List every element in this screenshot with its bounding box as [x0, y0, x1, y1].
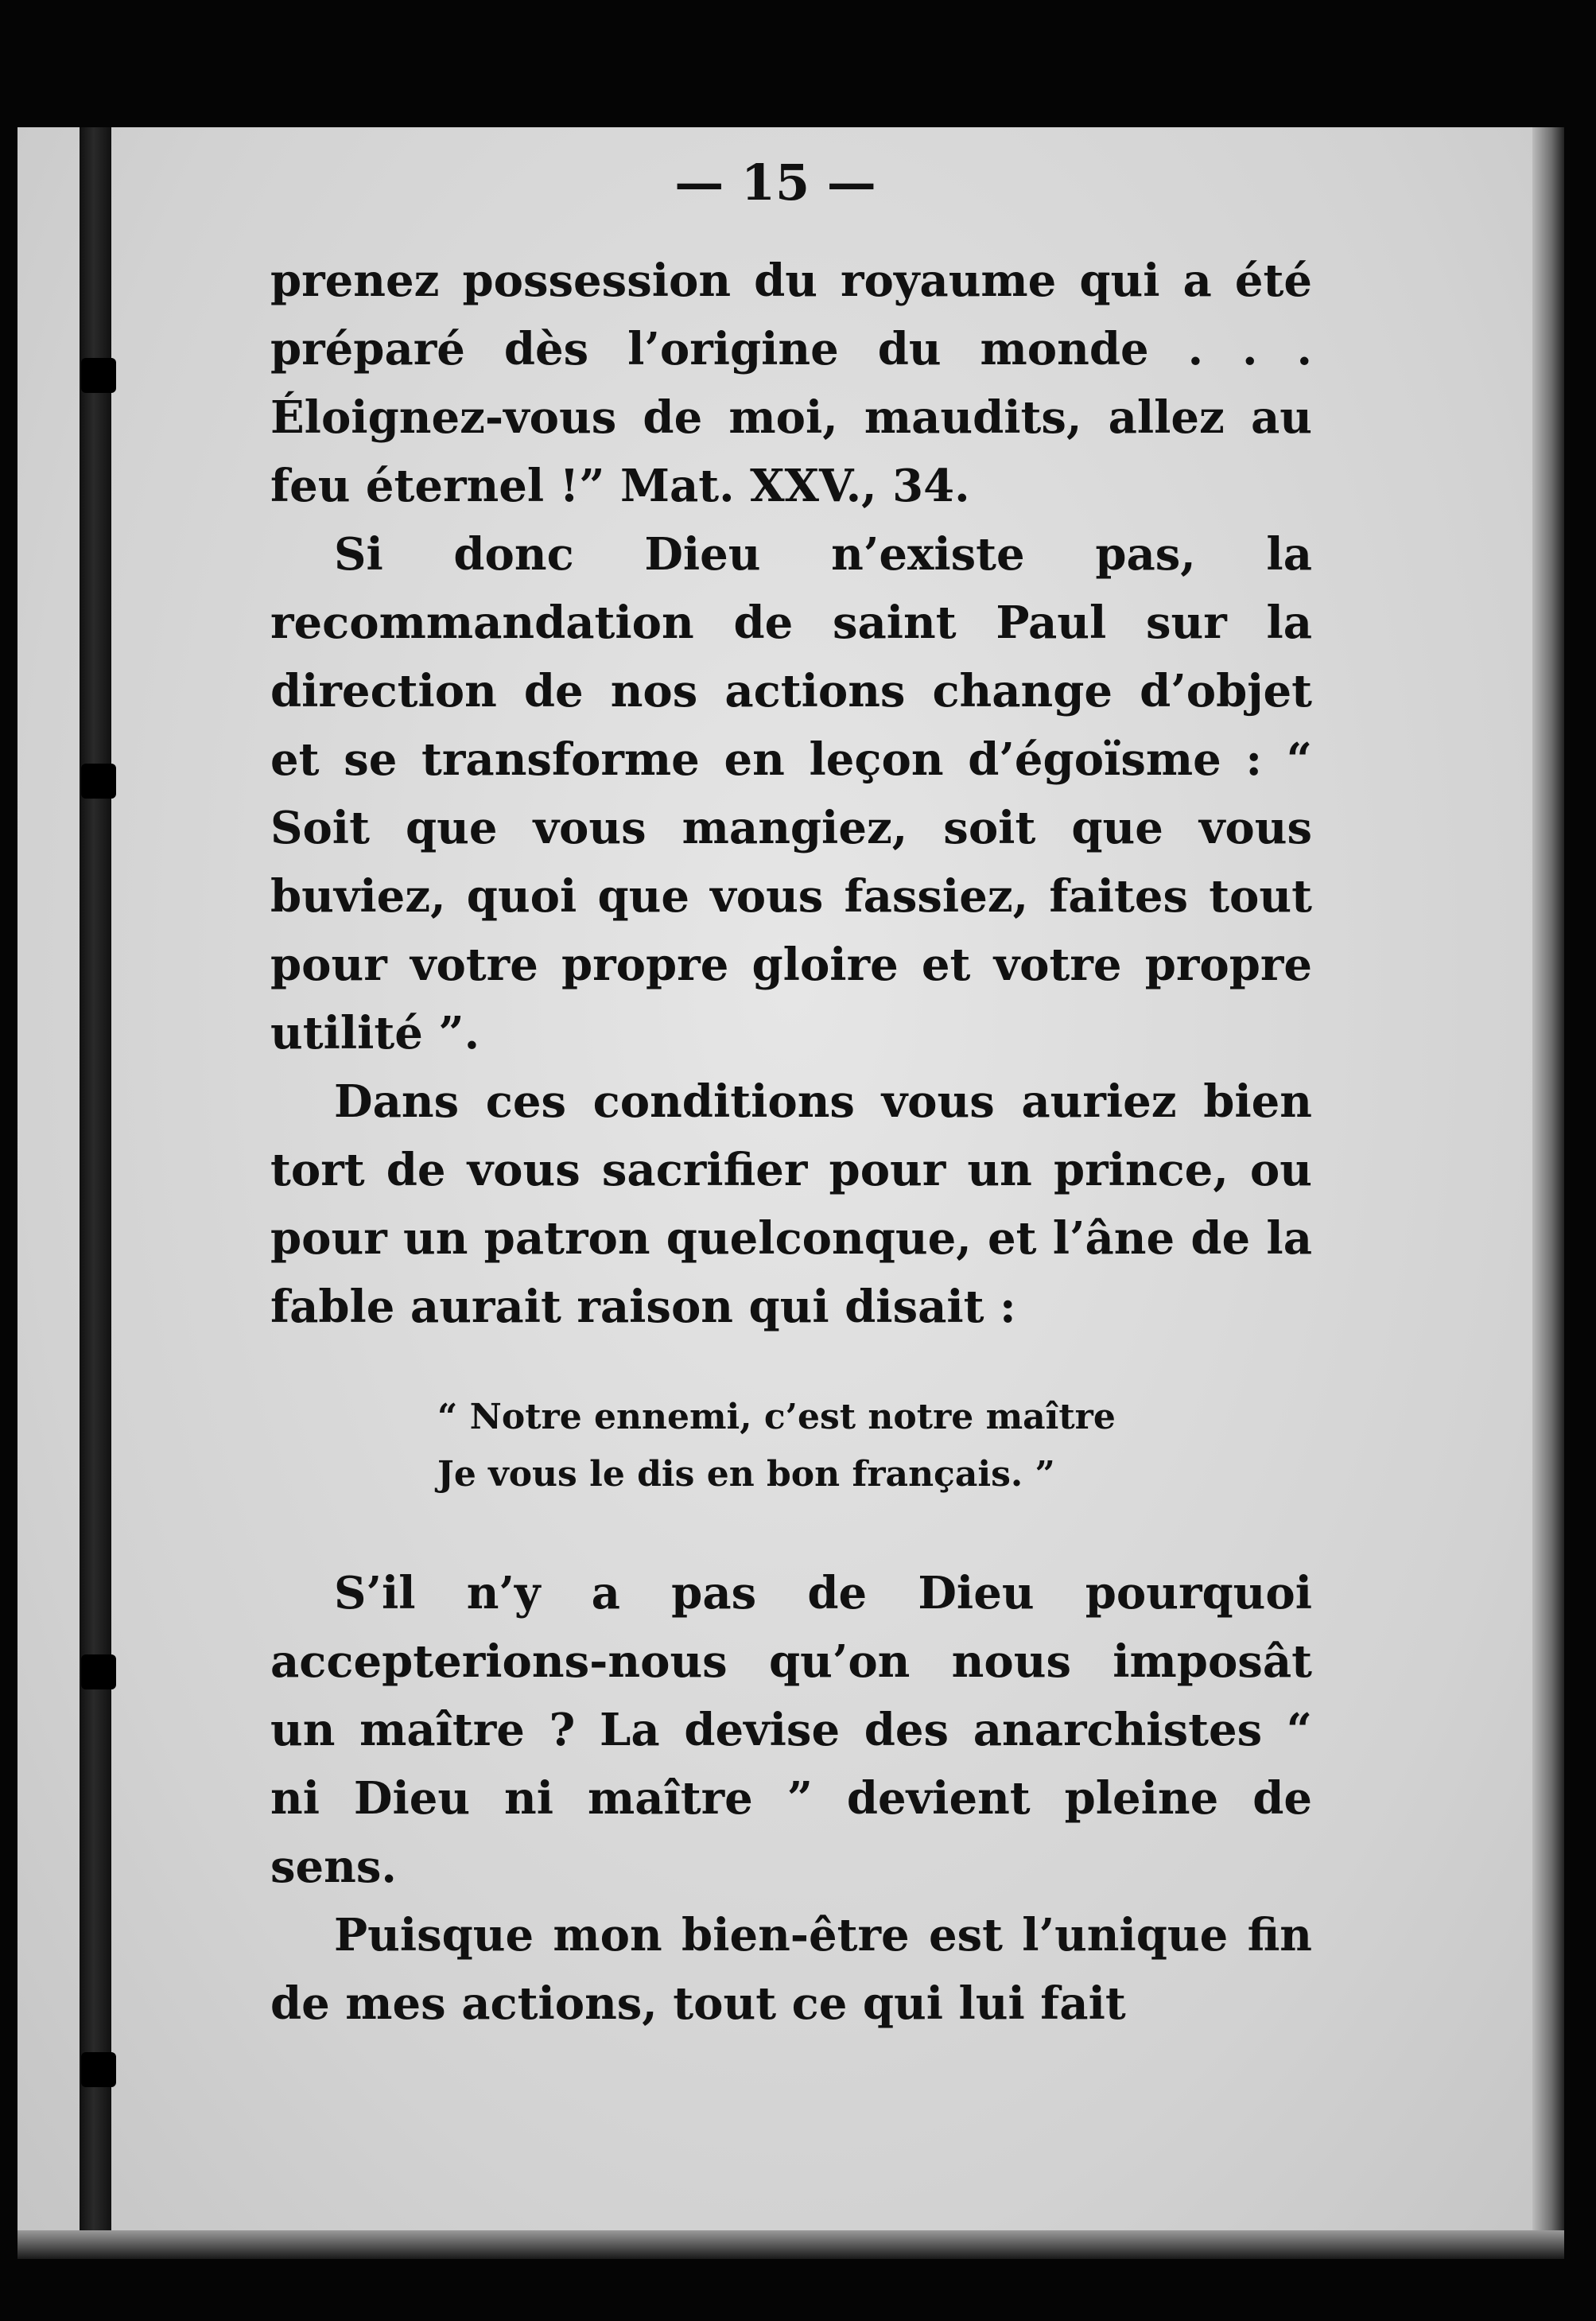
page-right-edge [1532, 127, 1564, 2259]
verse-line: “ Notre ennemi, c’est notre maître [437, 1397, 1116, 1437]
page-bottom-edge [17, 2230, 1564, 2259]
paragraph: prenez possession du royaume qui a été préparé dès l’origine du monde . . . Éloignez-vous de moi, maudits, allez au feu éternel !” Mat. XXV., 34. [270, 255, 1312, 512]
paragraph: Puisque mon bien-être est l’unique fin de mes actions, tout ce qui lui fait [270, 1909, 1312, 2030]
page-number: — 15 — [674, 154, 876, 212]
page-binding [80, 127, 111, 2259]
binding-stitch [81, 764, 116, 799]
binding-stitch [81, 1654, 116, 1689]
verse-line: Je vous le dis en bon français. ” [437, 1454, 1055, 1495]
paragraph: Dans ces conditions vous auriez bien tort de vous sacrifier pour un prince, ou pour un patron quelconque, et l’âne de la fable aurait raison qui disait : [270, 1075, 1312, 1333]
verse-quote [437, 1389, 1312, 1503]
binding-stitch [81, 2052, 116, 2087]
paragraph: Si donc Dieu n’existe pas, la recommandation de saint Paul sur la direction de nos actions change d’objet et se transforme en leçon d’égoïsme : “ Soit que vous mangiez, soit que vous buviez, quoi que vous fassiez, faites tout pour votre propre gloire et votre propre utilité ”. [270, 528, 1312, 1059]
paragraph: S’il n’y a pas de Dieu pourquoi accepterions-nous qu’on nous imposât un maître ? La devise des anarchistes “ ni Dieu ni maître ” devient pleine de sens. [270, 1567, 1312, 1893]
binding-stitch [81, 358, 116, 393]
page-text [270, 32, 1312, 2038]
